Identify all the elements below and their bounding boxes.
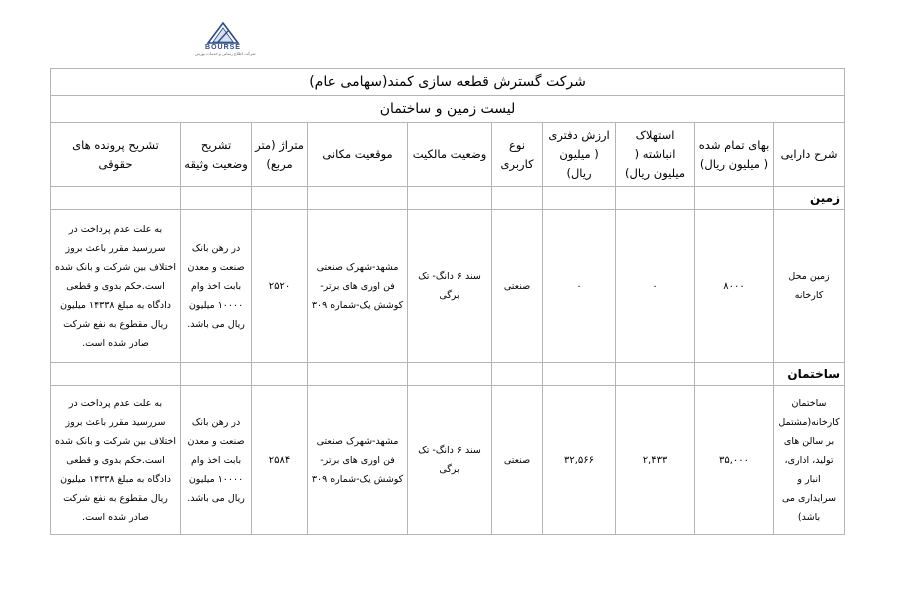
section-label-land: زمین — [774, 187, 845, 210]
logo-tagline: شرکت اطلاع رسانی و خدمات بورس — [195, 51, 256, 56]
land-building-table — [50, 68, 845, 535]
col-ownership: وضعیت مالکیت — [408, 123, 492, 187]
cell-legal: به علت عدم پرداخت در سررسید مقرر باعث بروز اختلاف بین شرکت و بانک شده است.حکم بدوی و قطعی دادگاه به مبلغ ۱۴۳۳۸ میلیون ریال مقطوع به نفع شرکت صادر شده است. — [51, 210, 181, 363]
cell-asset-desc: زمین محل کارخانه — [774, 210, 845, 363]
col-location: موقعیت مکانی — [308, 123, 408, 187]
cell-legal: به علت عدم پرداخت در سررسید مقرر باعث بروز اختلاف بین شرکت و بانک شده است.حکم بدوی و قطعی دادگاه به مبلغ ۱۴۳۳۸ میلیون ریال مقطوع به نفع شرکت صادر شده است. — [51, 386, 181, 535]
cell-depreciation: ۲,۴۳۳ — [616, 386, 695, 535]
col-area: متراژ (متر مربع) — [252, 123, 308, 187]
col-usage: نوع کاربری — [492, 123, 543, 187]
cell-asset-desc: ساختمان کارخانه(مشتمل بر سالن های تولید، اداری، انبار و سرایداری می باشد) — [774, 386, 845, 535]
cell-ownership: سند ۶ دانگ- تک برگی — [408, 210, 492, 363]
table-row — [51, 210, 845, 363]
cell-collateral: در رهن بانک صنعت و معدن بابت اخذ وام ۱۰۰۰۰ میلیون ریال می باشد. — [181, 386, 252, 535]
cell-usage: صنعتی — [492, 386, 543, 535]
col-legal: تشریح پرونده های حقوقی — [51, 123, 181, 187]
table-row — [51, 386, 845, 535]
cell-ownership: سند ۶ دانگ- تک برگی — [408, 386, 492, 535]
bourse-logo — [195, 22, 256, 66]
cell-book-value: ۰ — [543, 210, 616, 363]
cell-area: ۲۵۸۴ — [252, 386, 308, 535]
bourse-logo-icon — [206, 22, 240, 44]
list-subtitle: لیست زمین و ساختمان — [51, 96, 845, 123]
cell-book-value: ۳۲,۵۶۶ — [543, 386, 616, 535]
col-cost: بهای تمام شده ( میلیون ریال) — [695, 123, 774, 187]
section-label-building: ساختمان — [774, 363, 845, 386]
cell-collateral: در رهن بانک صنعت و معدن بابت اخذ وام ۱۰۰۰۰ میلیون ریال می باشد. — [181, 210, 252, 363]
logo-brand: BOURSE — [205, 44, 241, 51]
col-asset-desc: شرح دارایی — [774, 123, 845, 187]
col-collateral: تشریح وضعیت وثیقه — [181, 123, 252, 187]
cell-cost: ۳۵,۰۰۰ — [695, 386, 774, 535]
col-book-value: ارزش دفتری ( میلیون ریال) — [543, 123, 616, 187]
cell-depreciation: ۰ — [616, 210, 695, 363]
section-row-building — [51, 363, 845, 386]
cell-location: مشهد-شهرک صنعتی فن اوری های برتر- کوشش یک-شماره ۳۰۹ — [308, 210, 408, 363]
company-title: شرکت گسترش قطعه سازی کمند(سهامی عام) — [51, 69, 845, 96]
cell-cost: ۸۰۰۰ — [695, 210, 774, 363]
cell-area: ۲۵۲۰ — [252, 210, 308, 363]
cell-usage: صنعتی — [492, 210, 543, 363]
col-depreciation: استهلاک انباشته ( میلیون ریال) — [616, 123, 695, 187]
header-row — [51, 123, 845, 187]
cell-location: مشهد-شهرک صنعتی فن اوری های برتر- کوشش یک-شماره ۳۰۹ — [308, 386, 408, 535]
section-row-land — [51, 187, 845, 210]
